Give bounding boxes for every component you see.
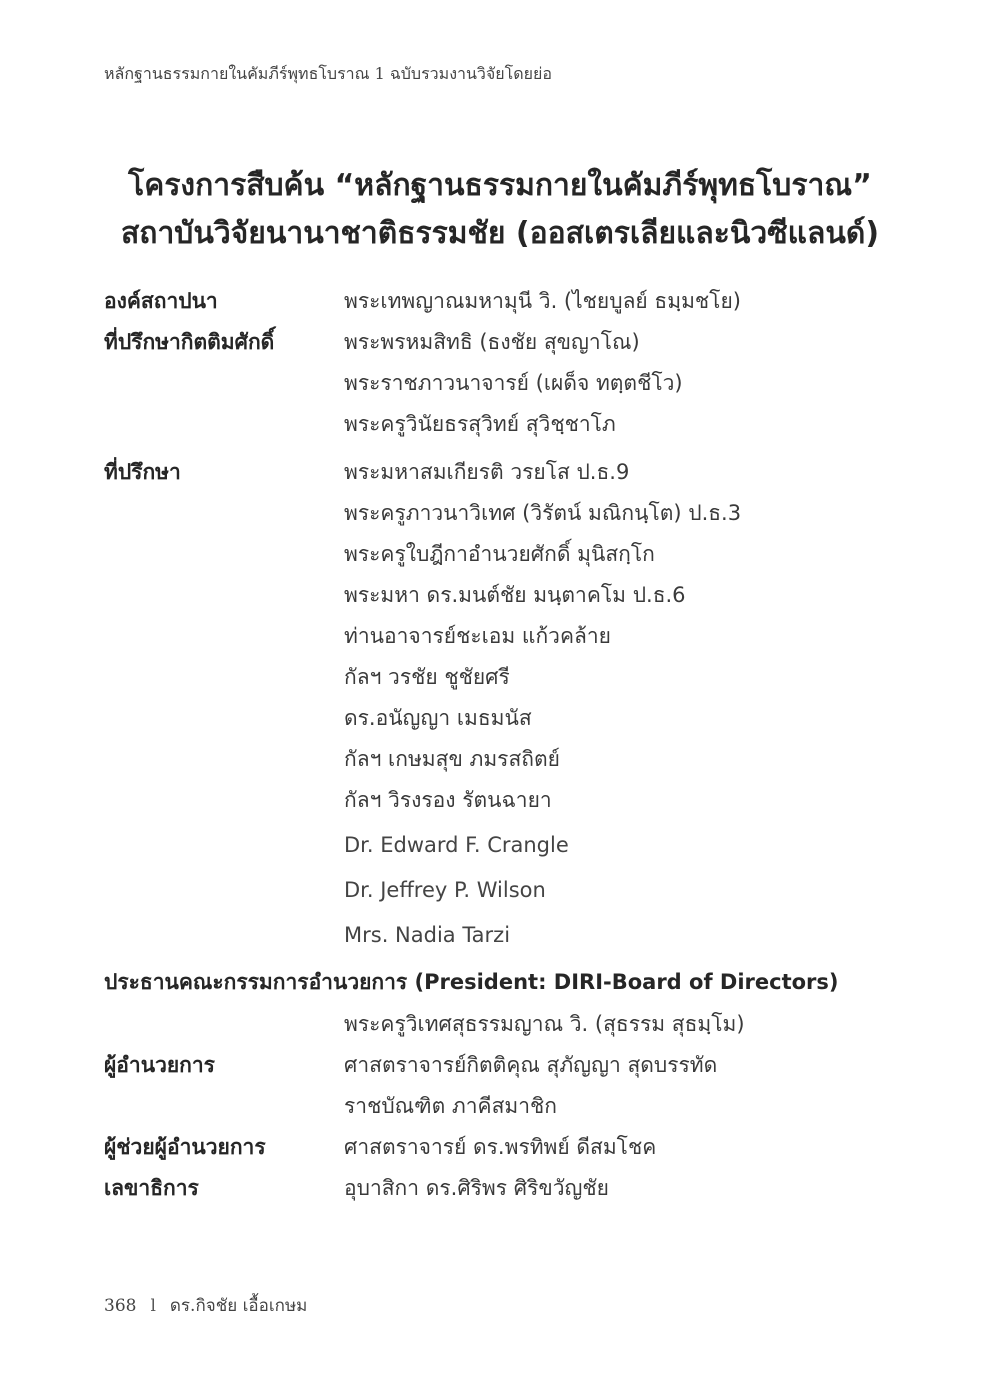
president-name: พระครูวิเทศสุธรรมญาณ วิ. (สุธรรม สุธมฺโม) — [344, 1012, 745, 1036]
founder-name: พระเทพญาณมหามุนี วิ. (ไชยบูลย์ ธมฺมชโย) — [344, 289, 741, 313]
advisors-row — [104, 658, 924, 696]
advisors-row — [104, 740, 924, 778]
advisor-name: Dr. Edward F. Crangle — [344, 833, 569, 857]
advisors-row — [104, 453, 924, 491]
advisor-name: พระครูภาวนาวิเทศ (วิรัตน์ มณิกนฺโต) ป.ธ.3 — [344, 501, 742, 525]
advisors-row — [104, 494, 924, 532]
honorary-advisor-name: พระพรหมสิทธิ (ธงชัย สุขญาโณ) — [344, 330, 640, 354]
secretary-row — [104, 1169, 924, 1207]
advisor-name: พระครูใบฎีกาอำนวยศักดิ์ มุนิสกฺโก — [344, 542, 655, 566]
director-title: ราชบัณฑิต ภาคีสมาชิก — [344, 1094, 557, 1118]
page-title — [0, 162, 1000, 258]
advisor-name: พระมหาสมเกียรติ วรยโส ป.ธ.9 — [344, 460, 630, 484]
title-line-2: สถาบันวิจัยนานาชาติธรรมชัย (ออสเตรเลียและนิวซีแลนด์) — [120, 216, 880, 251]
page-footer — [104, 1292, 307, 1319]
assistant-director-name: ศาสตราจารย์ ดร.พรทิพย์ ดีสมโชค — [344, 1135, 657, 1159]
advisor-name: ท่านอาจารย์ชะเอม แก้วคล้าย — [344, 624, 611, 648]
honorary-advisor-name: พระครูวินัยธรสุวิทย์ สุวิชฺชาโภ — [344, 412, 616, 436]
advisor-name: กัลฯ เกษมสุข ภมรสถิตย์ — [344, 747, 560, 771]
title-line-1: โครงการสืบค้น “หลักฐานธรรมกายในคัมภีร์พุทธโบราณ” — [128, 168, 872, 203]
footer-separator: l — [150, 1296, 156, 1316]
assistant-director-row — [104, 1128, 924, 1166]
running-header: หลักฐานธรรมกายในคัมภีร์พุทธโบราณ 1 ฉบับรวมงานวิจัยโดยย่อ — [104, 64, 553, 83]
advisors-row — [104, 576, 924, 614]
honorary-advisors-row — [104, 364, 924, 402]
footer-author: ดร.กิจชัย เอื้อเกษม — [169, 1296, 308, 1316]
secretary-label: เลขาธิการ — [104, 1176, 199, 1200]
director-label: ผู้อำนวยการ — [104, 1053, 215, 1077]
advisors-label: ที่ปรึกษา — [104, 460, 181, 484]
advisors-row — [104, 535, 924, 573]
director-row — [104, 1087, 924, 1125]
advisors-row — [104, 826, 924, 864]
director-name: ศาสตราจารย์กิตติคุณ สุภัญญา สุดบรรทัด — [344, 1053, 718, 1077]
president-row — [104, 1005, 924, 1043]
honorary-advisors-label: ที่ปรึกษากิตติมศักดิ์ — [104, 330, 275, 354]
advisors-row — [104, 699, 924, 737]
founder-label: องค์สถาปนา — [104, 289, 218, 313]
honorary-advisor-name: พระราชภาวนาจารย์ (เผด็จ ทตฺตชีโว) — [344, 371, 683, 395]
advisor-name: Mrs. Nadia Tarzi — [344, 923, 511, 947]
advisors-row — [104, 617, 924, 655]
advisor-name: ดร.อนัญญา เมธมนัส — [344, 706, 532, 730]
director-row — [104, 1046, 924, 1084]
assistant-director-label: ผู้ช่วยผู้อำนวยการ — [104, 1135, 266, 1159]
advisor-name: กัลฯ วรชัย ชูชัยศรี — [344, 665, 510, 689]
advisor-name: พระมหา ดร.มนต์ชัย มนฺตาคโม ป.ธ.6 — [344, 583, 686, 607]
advisors-row — [104, 781, 924, 819]
honorary-advisors-row — [104, 405, 924, 443]
honorary-advisors-row — [104, 323, 924, 361]
founder-row — [104, 282, 924, 320]
advisors-row — [104, 916, 924, 954]
advisor-name: Dr. Jeffrey P. Wilson — [344, 878, 546, 902]
page-number: 368 — [104, 1296, 137, 1316]
president-label: ประธานคณะกรรมการอำนวยการ (President: DIRI-Board of Directors) — [104, 970, 839, 994]
advisors-row — [104, 871, 924, 909]
secretary-name: อุบาสิกา ดร.ศิริพร ศิริขวัญชัย — [344, 1176, 609, 1200]
advisor-name: กัลฯ วิรงรอง รัตนฉายา — [344, 788, 552, 812]
